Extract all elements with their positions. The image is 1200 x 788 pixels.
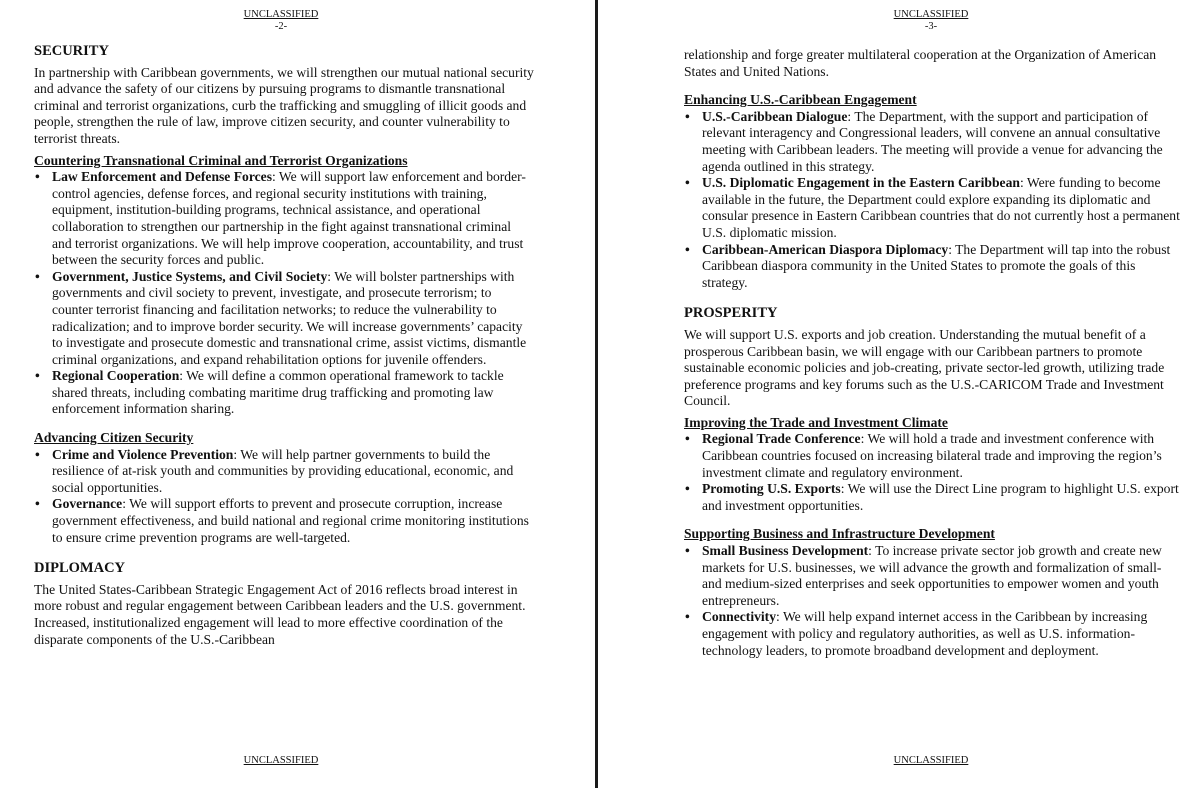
bullet-lead: Government, Justice Systems, and Civil Society xyxy=(52,268,328,284)
section-heading-diplomacy: DIPLOMACY xyxy=(34,560,126,577)
bullet-text: : We will bolster partnerships with governments and civil society to prevent, investigate, and prosecute terrorism; to counter terrorist financing and facilitation networks; to reduce the vulnerability to radicalization; and to improve border security. We will increase governments’ capacity to investigate and prosecute domestic and transnational crime, assist victims, dismantle criminal organizations, and expand rehabilitation options for juvenile offenders. xyxy=(52,268,527,367)
bullet-item xyxy=(684,242,1184,292)
bullet-text: : We will help expand internet access in the Caribbean by increasing engagement with policy and regulatory authorities, as well as U.S. information-technology leaders, to promote broadband development and deployment. xyxy=(702,609,1148,658)
subheading-engagement: Enhancing U.S.-Caribbean Engagement xyxy=(684,92,917,108)
bullet-item xyxy=(34,496,534,546)
citizen-security-bullet-list xyxy=(34,447,534,547)
bullet-text: : We will support law enforcement and border-control agencies, defense forces, and regional security institutions with training, equipment, institution-building programs, technical assistance, and operational collaboration to strengthen our partnership in the fight against transnational criminal and terrorist organizations. We will help improve cooperation, accountability, and trust between the security forces and public. xyxy=(52,169,526,268)
bullet-text: : We will support efforts to prevent and prosecute corruption, increase government effectiveness, and build national and regional crime monitoring institutions to ensure crime prevention programs are well-targeted. xyxy=(52,496,529,545)
subheading-trade: Improving the Trade and Investment Climate xyxy=(684,414,948,430)
bullet-lead: U.S. Diplomatic Engagement in the Eastern Caribbean xyxy=(702,175,1020,191)
bullet-text: : Were funding to become available in the future, the Department could explore expanding its diplomatic and consular presence in Eastern Caribbean countries that do not currently host a permanent U.S. diplomatic mission. xyxy=(702,175,1180,240)
prosperity-intro-paragraph: We will support U.S. exports and job creation. Understanding the mutual benefit of a prosperous Caribbean basin, we will engage with our Caribbean partners to promote sustainable economic policies and job-creating, private sector-led growth, utilizing trade preference programs and key forums such as the U.S.-CARICOM Trade and Investment Council. xyxy=(684,326,1165,409)
bullet-item xyxy=(684,431,1184,481)
bullet-lead: Small Business Development xyxy=(702,543,869,559)
bullet-item xyxy=(684,481,1184,514)
subheading-business: Supporting Business and Infrastructure Development xyxy=(684,526,995,542)
bullet-lead: U.S.-Caribbean Dialogue xyxy=(702,108,848,124)
bullet-lead: Regional Cooperation xyxy=(52,368,180,384)
countering-bullet-list xyxy=(34,169,534,418)
subheading-citizen-security: Advancing Citizen Security xyxy=(34,430,194,446)
document-page-2 xyxy=(0,0,596,788)
bullet-item xyxy=(34,269,534,369)
section-heading-security: SECURITY xyxy=(34,43,109,59)
bullet-lead: Law Enforcement and Defense Forces xyxy=(52,169,272,185)
bullet-text: : We will help partner governments to build the resilience of at-risk youth and communities by providing educational, economic, and social opportunities. xyxy=(52,446,514,495)
bullet-text: : The Department will tap into the robust Caribbean diaspora community in the United States to promote the goals of this strategy. xyxy=(702,241,1171,290)
subheading-countering: Countering Transnational Criminal and Terrorist Organizations xyxy=(34,152,408,168)
bullet-item xyxy=(34,447,534,497)
bullet-text: : To increase private sector job growth and create new markets for U.S. businesses, we will advance the growth and formalization of small- and medium-sized enterprises and seek opportunities to empower women and youth entrepreneurs. xyxy=(702,543,1162,608)
bullet-item xyxy=(684,109,1184,175)
section-heading-prosperity: PROSPERITY xyxy=(684,305,778,322)
bullet-item xyxy=(34,169,534,269)
bullet-lead: Caribbean-American Diaspora Diplomacy xyxy=(702,241,949,257)
document-page-3 xyxy=(598,0,1200,788)
classification-marking-bottom: UNCLASSIFIED xyxy=(243,755,319,766)
bullet-text: : We will hold a trade and investment conference with Caribbean countries focused on increasing bilateral trade and improving the region’s investment climate and regulatory environment. xyxy=(702,431,1162,480)
page-number: -3- xyxy=(924,21,938,32)
bullet-item xyxy=(34,368,534,418)
bullet-item xyxy=(684,175,1184,241)
business-bullet-list xyxy=(684,543,1184,659)
bullet-lead: Governance xyxy=(52,496,123,512)
classification-marking-bottom: UNCLASSIFIED xyxy=(893,755,969,766)
bullet-item xyxy=(684,543,1184,609)
page-body xyxy=(34,43,534,648)
bullet-text: : The Department, with the support and participation of relevant interagency and Congressional leaders, will convene an annual consultative meeting with Caribbean leaders. The meeting will provide a venue for advancing the agenda outlined in this strategy. xyxy=(702,108,1163,174)
bullet-lead: Connectivity xyxy=(702,609,777,625)
security-intro-paragraph: In partnership with Caribbean governments, we will strengthen our mutual national security and advance the safety of our citizens by pursuing programs to dismantle transnational criminal and terrorist organizations, curb the trafficking and smuggling of illicit goods and people, strengthen the rule of law, improve citizen security, and counter vulnerability to terrorist threats. xyxy=(34,64,534,146)
bullet-text: : We will define a common operational framework to tackle shared threats, including combating maritime drug trafficking and promoting law enforcement information sharing. xyxy=(52,368,504,417)
classification-marking-top: UNCLASSIFIED xyxy=(893,9,969,20)
engagement-bullet-list xyxy=(684,109,1184,292)
classification-marking-top: UNCLASSIFIED xyxy=(243,9,319,20)
trade-bullet-list xyxy=(684,431,1184,514)
bullet-lead: Promoting U.S. Exports xyxy=(702,481,841,497)
bullet-lead: Regional Trade Conference xyxy=(702,431,861,447)
page-body xyxy=(684,47,1184,659)
bullet-item xyxy=(684,609,1184,659)
bullet-lead: Crime and Violence Prevention xyxy=(52,446,234,462)
diplomacy-intro-paragraph: The United States-Caribbean Strategic Engagement Act of 2016 reflects broad interest in more robust and regular engagement between Caribbean leaders and the U.S. government. Increased, institutionalized engagement will lead to more effective coordination of the disparate components of the U.S.-Caribbean xyxy=(34,581,526,647)
continuation-paragraph: relationship and forge greater multilateral cooperation at the Organization of American States and United Nations. xyxy=(684,47,1157,79)
bullet-text: : We will use the Direct Line program to highlight U.S. export and investment opportunities. xyxy=(702,481,1179,513)
page-number: -2- xyxy=(274,21,288,32)
